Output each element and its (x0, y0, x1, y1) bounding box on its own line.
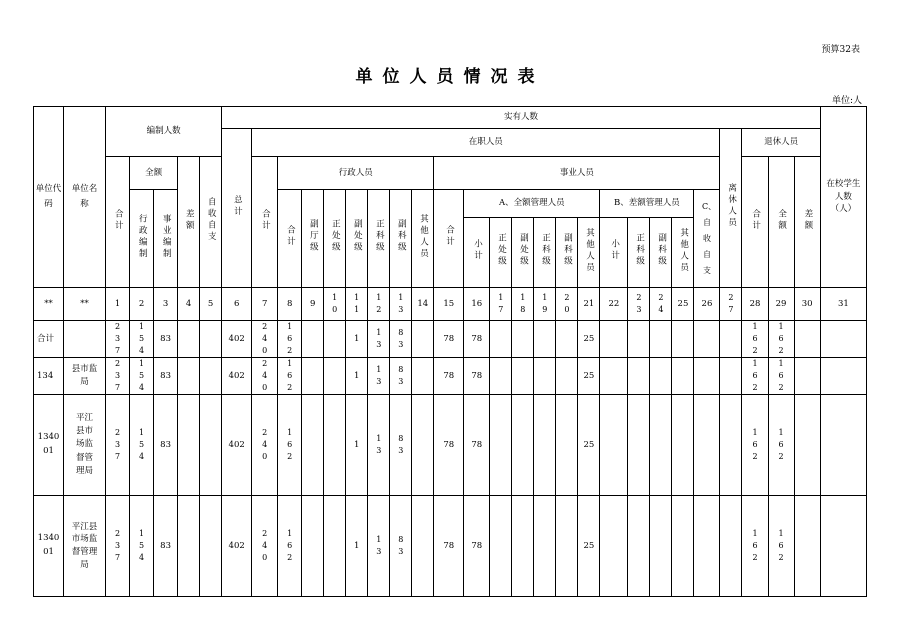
cell-empty (650, 496, 672, 597)
col-num: 4 (178, 288, 200, 321)
table-row (34, 496, 867, 597)
cell-empty (200, 496, 222, 597)
unit-name: 平江县市场监督管理局 (64, 395, 106, 496)
cell-tuixiu-quane: 162 (768, 321, 794, 358)
cell-bianzhi-heji: 237 (106, 358, 130, 395)
unit-code: 134001 (34, 395, 64, 496)
cell-empty (178, 496, 200, 597)
cell-empty (490, 496, 512, 597)
col-num: 12 (368, 288, 390, 321)
header-tuixiu-chae: 差额 (794, 157, 820, 288)
cell-empty (302, 321, 324, 358)
cell-empty (694, 496, 720, 597)
cell-fuchu: 1 (346, 395, 368, 496)
col-num: 8 (278, 288, 302, 321)
cell-tuixiu-quane: 162 (768, 395, 794, 496)
cell-zaizhi-heji: 240 (252, 358, 278, 395)
cell-xingzheng-bianzhi: 154 (130, 321, 154, 358)
header-zaizhi-heji: 合计 (252, 157, 278, 288)
header-zhengchu: 正处级 (324, 190, 346, 288)
cell-empty (324, 358, 346, 395)
page-title: 单位人员情况表 (355, 67, 545, 87)
header-futing: 副厅级 (302, 190, 324, 288)
col-num: 25 (672, 288, 694, 321)
cell-empty (556, 395, 578, 496)
col-num: 6 (222, 288, 252, 321)
cell-bianzhi-heji: 237 (106, 395, 130, 496)
cell-empty (628, 358, 650, 395)
cell-empty (534, 321, 556, 358)
cell-fuchu: 1 (346, 358, 368, 395)
header-chae: 差额 (178, 157, 200, 288)
col-num: 24 (650, 288, 672, 321)
cell-tuixiu-heji: 162 (742, 321, 768, 358)
header-bianzhi-heji: 合计 (106, 157, 130, 288)
cell-empty (650, 358, 672, 395)
cell-empty (794, 395, 820, 496)
cell-sy-heji: 78 (434, 358, 464, 395)
header-zongji: 总计 (222, 129, 252, 288)
cell-empty (650, 321, 672, 358)
col-num: 22 (600, 288, 628, 321)
cell-zongji: 402 (222, 395, 252, 496)
header-a-zhengke: 正科级 (534, 218, 556, 288)
header-b-chae-guanli: B、差额管理人员 (600, 190, 694, 218)
cell-empty (324, 321, 346, 358)
unit-name: 县市监局 (64, 358, 106, 395)
cell-empty (556, 496, 578, 597)
cell-empty (672, 496, 694, 597)
cell-xz-heji: 162 (278, 496, 302, 597)
cell-zhengke: 13 (368, 395, 390, 496)
header-quane: 全额 (130, 157, 178, 190)
header-a-xiaoji: 小计 (464, 218, 490, 288)
form-number: 预算32表 (821, 45, 860, 55)
cell-fuchu: 1 (346, 321, 368, 358)
cell-empty (200, 395, 222, 496)
header-tuixiu-quane: 全额 (768, 157, 794, 288)
cell-bianzhi-heji: 237 (106, 496, 130, 597)
header-bianzhi: 编制人数 (106, 107, 222, 157)
cell-empty (412, 358, 434, 395)
header-a-qita: 其他人员 (578, 218, 600, 288)
header-lixiu: 离休人员 (720, 129, 742, 288)
cell-xz-heji: 162 (278, 358, 302, 395)
cell-xz-heji: 162 (278, 321, 302, 358)
col-num: 27 (720, 288, 742, 321)
cell-zongji: 402 (222, 321, 252, 358)
cell-zhengke: 13 (368, 321, 390, 358)
cell-zaizhi-heji: 240 (252, 496, 278, 597)
cell-tuixiu-heji: 162 (742, 496, 768, 597)
col-num: 1 (106, 288, 130, 321)
cell-empty (820, 321, 866, 358)
col-num: 16 (464, 288, 490, 321)
staff-table-container (33, 106, 867, 597)
header-row-3 (34, 157, 867, 190)
cell-empty (490, 358, 512, 395)
col-num: 14 (412, 288, 434, 321)
cell-xz-heji: 162 (278, 395, 302, 496)
cell-zaizhi-heji: 240 (252, 395, 278, 496)
header-zaixiao: 在校学生人数（人） (820, 107, 866, 288)
table-row (34, 395, 867, 496)
cell-empty (534, 496, 556, 597)
cell-empty (628, 395, 650, 496)
col-num: 17 (490, 288, 512, 321)
cell-empty (200, 358, 222, 395)
cell-a-qita: 25 (578, 358, 600, 395)
cell-bianzhi-heji: 237 (106, 321, 130, 358)
cell-sy-heji: 78 (434, 496, 464, 597)
header-fuchu: 副处级 (346, 190, 368, 288)
header-tuixiu: 退休人员 (742, 129, 820, 157)
cell-xingzheng-bianzhi: 154 (130, 395, 154, 496)
col-num: 10 (324, 288, 346, 321)
header-a-quane-guanli: A、全额管理人员 (464, 190, 600, 218)
cell-fuke: 83 (390, 321, 412, 358)
cell-empty (302, 496, 324, 597)
cell-empty (178, 358, 200, 395)
cell-empty (490, 395, 512, 496)
cell-empty (556, 358, 578, 395)
cell-empty (200, 321, 222, 358)
cell-empty (694, 395, 720, 496)
cell-empty (324, 395, 346, 496)
col-num: 19 (534, 288, 556, 321)
cell-empty (820, 358, 866, 395)
table-row (34, 321, 867, 358)
unit-code: 134001 (34, 496, 64, 597)
cell-empty (600, 496, 628, 597)
cell-empty (720, 358, 742, 395)
cell-empty (178, 395, 200, 496)
header-tuixiu-heji: 合计 (742, 157, 768, 288)
col-num: 23 (628, 288, 650, 321)
cell-empty (628, 321, 650, 358)
col-num: 20 (556, 288, 578, 321)
header-xingzheng-renyuan: 行政人员 (278, 157, 434, 190)
header-fuke: 副科级 (390, 190, 412, 288)
cell-tuixiu-quane: 162 (768, 358, 794, 395)
header-a-fuchu: 副处级 (512, 218, 534, 288)
col-num: 21 (578, 288, 600, 321)
cell-zongji: 402 (222, 496, 252, 597)
cell-zaizhi-heji: 240 (252, 321, 278, 358)
cell-empty (672, 395, 694, 496)
header-zishou: 自收自支 (200, 157, 222, 288)
cell-empty (600, 395, 628, 496)
header-a-fuke: 副科级 (556, 218, 578, 288)
cell-empty (178, 321, 200, 358)
cell-empty (672, 358, 694, 395)
unit-name: 平江县市场监督管理局 (64, 496, 106, 597)
cell-empty (650, 395, 672, 496)
header-zhengke: 正科级 (368, 190, 390, 288)
header-unit-name: 单位名称 (64, 107, 106, 288)
unit-code: 合计 (34, 321, 64, 358)
cell-empty (412, 496, 434, 597)
cell-shiye-bianzhi: 83 (154, 358, 178, 395)
cell-a-xiaoji: 78 (464, 321, 490, 358)
header-unit-code: 单位代码 (34, 107, 64, 288)
header-c-zishou: C、自收自支 (694, 190, 720, 288)
header-xz-heji: 合计 (278, 190, 302, 288)
col-num: 18 (512, 288, 534, 321)
cell-fuke: 83 (390, 358, 412, 395)
code-col-2: ** (64, 288, 106, 321)
cell-empty (694, 358, 720, 395)
cell-empty (694, 321, 720, 358)
header-xingzheng-bianzhi: 行政编制 (130, 190, 154, 288)
cell-empty (820, 395, 866, 496)
cell-a-xiaoji: 78 (464, 496, 490, 597)
cell-empty (512, 321, 534, 358)
cell-shiye-bianzhi: 83 (154, 395, 178, 496)
col-num: 2 (130, 288, 154, 321)
cell-a-qita: 25 (578, 321, 600, 358)
unit-label: 单位:人 (831, 96, 862, 106)
col-num: 7 (252, 288, 278, 321)
cell-zhengke: 13 (368, 496, 390, 597)
cell-empty (512, 395, 534, 496)
cell-empty (302, 395, 324, 496)
col-num: 30 (794, 288, 820, 321)
cell-a-xiaoji: 78 (464, 358, 490, 395)
cell-empty (534, 358, 556, 395)
col-num: 31 (820, 288, 866, 321)
cell-shiye-bianzhi: 83 (154, 496, 178, 597)
header-a-zhengchu: 正处级 (490, 218, 512, 288)
cell-sy-heji: 78 (434, 395, 464, 496)
cell-empty (302, 358, 324, 395)
header-b-fuke: 副科级 (650, 218, 672, 288)
col-num: 26 (694, 288, 720, 321)
cell-fuke: 83 (390, 496, 412, 597)
code-col-1: ** (34, 288, 64, 321)
cell-a-qita: 25 (578, 496, 600, 597)
staff-table (33, 106, 867, 597)
cell-zhengke: 13 (368, 358, 390, 395)
cell-zongji: 402 (222, 358, 252, 395)
cell-empty (794, 496, 820, 597)
cell-empty (534, 395, 556, 496)
cell-empty (412, 395, 434, 496)
cell-tuixiu-heji: 162 (742, 358, 768, 395)
col-num: 11 (346, 288, 368, 321)
cell-empty (600, 358, 628, 395)
cell-sy-heji: 78 (434, 321, 464, 358)
col-num: 9 (302, 288, 324, 321)
header-shiye-renyuan: 事业人员 (434, 157, 720, 190)
cell-empty (720, 395, 742, 496)
cell-empty (720, 321, 742, 358)
cell-fuchu: 1 (346, 496, 368, 597)
cell-empty (324, 496, 346, 597)
col-num: 13 (390, 288, 412, 321)
cell-empty (412, 321, 434, 358)
cell-empty (794, 321, 820, 358)
header-b-zhengke: 正科级 (628, 218, 650, 288)
cell-empty (512, 358, 534, 395)
header-b-xiaoji: 小计 (600, 218, 628, 288)
column-number-row (34, 288, 867, 321)
header-b-qita: 其他人员 (672, 218, 694, 288)
header-sy-heji: 合计 (434, 190, 464, 288)
cell-empty (794, 358, 820, 395)
col-num: 5 (200, 288, 222, 321)
cell-empty (628, 496, 650, 597)
header-shiyou: 实有人数 (222, 107, 821, 129)
header-zaizhi: 在职人员 (252, 129, 720, 157)
cell-a-qita: 25 (578, 395, 600, 496)
header-row-1 (34, 107, 867, 129)
cell-empty (556, 321, 578, 358)
cell-tuixiu-heji: 162 (742, 395, 768, 496)
cell-empty (820, 496, 866, 597)
cell-empty (490, 321, 512, 358)
cell-xingzheng-bianzhi: 154 (130, 496, 154, 597)
col-num: 3 (154, 288, 178, 321)
cell-empty (720, 496, 742, 597)
cell-empty (672, 321, 694, 358)
cell-a-xiaoji: 78 (464, 395, 490, 496)
table-row (34, 358, 867, 395)
cell-xingzheng-bianzhi: 154 (130, 358, 154, 395)
cell-empty (512, 496, 534, 597)
unit-code: 134 (34, 358, 64, 395)
cell-shiye-bianzhi: 83 (154, 321, 178, 358)
col-num: 29 (768, 288, 794, 321)
cell-empty (600, 321, 628, 358)
cell-tuixiu-quane: 162 (768, 496, 794, 597)
cell-fuke: 83 (390, 395, 412, 496)
col-num: 28 (742, 288, 768, 321)
header-shiye-bianzhi: 事业编制 (154, 190, 178, 288)
header-qita: 其他人员 (412, 190, 434, 288)
unit-name (64, 321, 106, 358)
col-num: 15 (434, 288, 464, 321)
